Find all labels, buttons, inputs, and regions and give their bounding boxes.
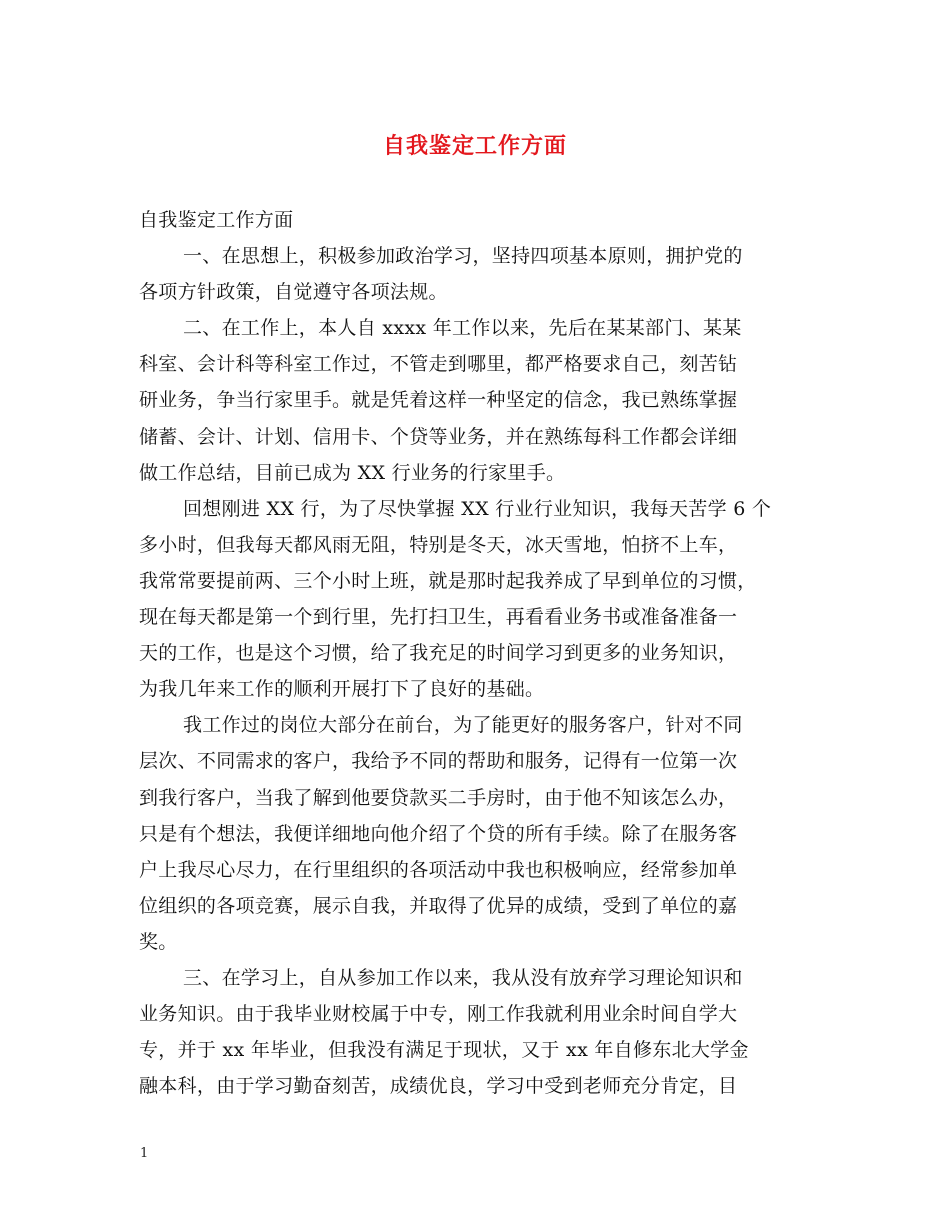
- paragraph-line: 到我行客户，当我了解到他要贷款买二手房时，由于他不知该怎么办，: [139, 786, 738, 809]
- paragraph-line: 一、在思想上，积极参加政治学习，坚持四项基本原则，拥护党的: [183, 245, 743, 268]
- paragraph-line: 科室、会计科等科室工作过，不管走到哪里，都严格要求自己，刻苦钻: [139, 353, 738, 376]
- page-number: 1: [140, 1146, 149, 1161]
- paragraph-line: 专，并于 xx 年毕业，但我没有满足于现状，又于 xx 年自修东北大学金: [139, 1039, 749, 1062]
- document-body: [139, 202, 819, 1104]
- paragraph-line: 层次、不同需求的客户，我给予不同的帮助和服务，记得有一位第一次: [139, 750, 738, 773]
- paragraph-line: 多小时，但我每天都风雨无阻，特别是冬天，冰天雪地，怕挤不上车，: [139, 533, 738, 556]
- paragraph-line: 业务知识。由于我毕业财校属于中专，刚工作我就利用业余时间自学大: [139, 1003, 738, 1026]
- paragraph-line: 我常常要提前两、三个小时上班，就是那时起我养成了早到单位的习惯，: [139, 569, 757, 592]
- paragraph-line: 为我几年来工作的顺利开展打下了良好的基础。: [139, 678, 545, 701]
- paragraph-line: 奖。: [139, 930, 178, 953]
- paragraph-line: 做工作总结，目前已成为 XX 行业务的行家里手。: [139, 461, 566, 484]
- paragraph-line: 我工作过的岗位大部分在前台，为了能更好的服务客户，针对不同: [183, 714, 743, 737]
- paragraph-line: 二、在工作上，本人自 xxxx 年工作以来，先后在某某部门、某某: [183, 317, 742, 340]
- paragraph-line: 只是有个想法，我便详细地向他介绍了个贷的所有手续。除了在服务客: [139, 822, 738, 845]
- paragraph-line: 现在每天都是第一个到行里，先打扫卫生，再看看业务书或准备准备一: [139, 606, 738, 629]
- paragraph-line: 各项方针政策，自觉遵守各项法规。: [139, 281, 448, 304]
- paragraph-line: 三、在学习上，自从参加工作以来，我从没有放弃学习理论知识和: [183, 966, 743, 989]
- paragraph-line: 位组织的各项竞赛，展示自我，并取得了优异的成绩，受到了单位的嘉: [139, 894, 738, 917]
- document-title: 自我鉴定工作方面: [382, 133, 567, 159]
- paragraph-line: 户上我尽心尽力，在行里组织的各项活动中我也积极响应，经常参加单: [139, 858, 738, 881]
- paragraph-line: 储蓄、会计、计划、信用卡、个贷等业务，并在熟练每科工作都会详细: [139, 425, 738, 448]
- paragraph-line: 天的工作，也是这个习惯，给了我充足的时间学习到更多的业务知识，: [139, 642, 738, 665]
- paragraph-line: 回想刚进 XX 行，为了尽快掌握 XX 行业行业知识，我每天苦学 6 个: [183, 497, 772, 520]
- paragraph-line: 融本科，由于学习勤奋刻苦，成绩优良，学习中受到老师充分肯定，目: [139, 1075, 738, 1098]
- body-heading-line: 自我鉴定工作方面: [139, 209, 294, 231]
- paragraph-line: 研业务，争当行家里手。就是凭着这样一种坚定的信念，我已熟练掌握: [139, 389, 738, 412]
